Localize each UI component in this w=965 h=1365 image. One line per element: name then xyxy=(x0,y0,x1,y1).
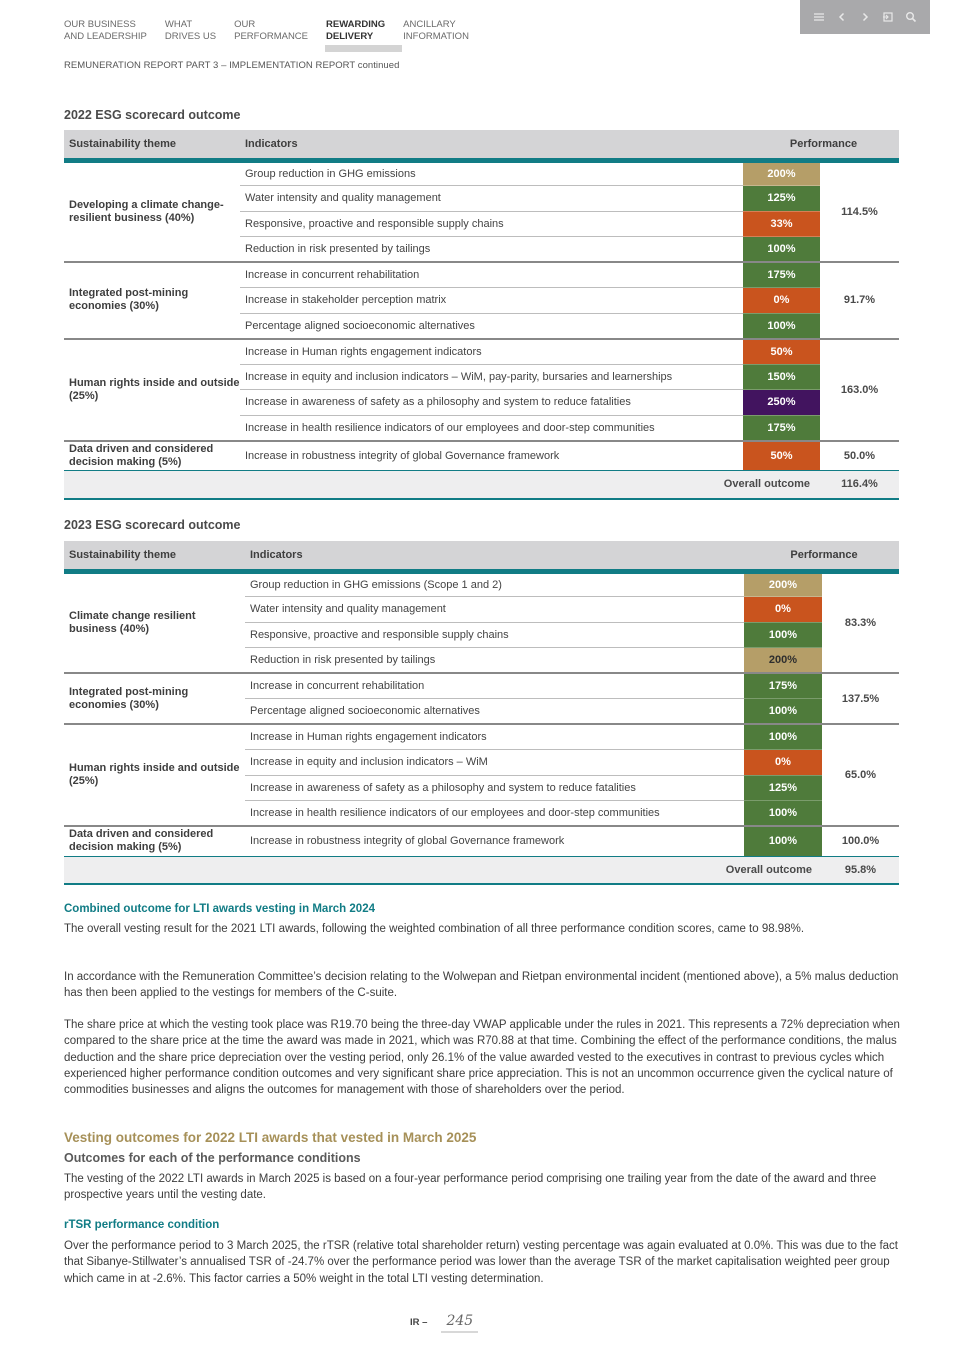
table-row xyxy=(64,441,899,471)
theme-total: 163.0% xyxy=(820,339,899,441)
indicator-cell: Responsive, proactive and responsible supply chains xyxy=(240,211,743,237)
indicator-cell: Increase in equity and inclusion indicators – WiM xyxy=(245,750,744,776)
nav-rewarding-delivery[interactable] xyxy=(326,19,385,43)
table-row xyxy=(64,826,899,856)
header-theme: Sustainability theme xyxy=(64,130,240,160)
nav-label: PERFORMANCE xyxy=(234,31,309,42)
combined-paragraph-1: The overall vesting result for the 2021 LTI awards, following the weighted combination of all three performance condition scores, came to 98.98%. xyxy=(64,923,805,935)
nav-label: WHAT xyxy=(164,19,193,30)
nav-label: REWARDING xyxy=(326,19,386,30)
nav-what-drives-us[interactable] xyxy=(165,19,216,43)
previous-button[interactable] xyxy=(835,10,849,24)
score-cell: 200% xyxy=(744,648,822,674)
indicator-cell: Responsive, proactive and responsible supply chains xyxy=(245,622,744,648)
theme-cell: Climate change resilient business (40%) xyxy=(64,571,245,673)
nav-label: INFORMATION xyxy=(403,31,469,42)
score-cell: 250% xyxy=(743,390,820,416)
table-row xyxy=(64,339,899,365)
indicator-cell: Increase in Human rights engagement indicators xyxy=(240,339,743,365)
score-cell: 100% xyxy=(743,237,820,263)
score-cell: 175% xyxy=(743,262,820,288)
rtsr-heading: rTSR performance condition xyxy=(64,1219,220,1231)
combined-outcome-heading: Combined outcome for LTI awards vesting in March 2024 xyxy=(64,903,375,915)
indicator-cell: Increase in concurrent rehabilitation xyxy=(240,262,743,288)
table-row xyxy=(64,160,899,186)
table-row xyxy=(64,262,899,288)
page-number: 245 xyxy=(441,1313,478,1333)
menu-icon xyxy=(813,11,825,23)
score-cell: 125% xyxy=(743,186,820,212)
nav-label: DELIVERY xyxy=(326,31,374,42)
indicator-cell: Increase in awareness of safety as a philosophy and system to reduce fatalities xyxy=(245,775,744,801)
report-subtitle xyxy=(64,60,399,71)
header-indicators: Indicators xyxy=(240,130,743,160)
nav-label: OUR BUSINESS xyxy=(64,19,136,30)
score-cell: 175% xyxy=(743,415,820,441)
score-cell: 33% xyxy=(743,211,820,237)
theme-total: 137.5% xyxy=(822,673,899,724)
score-cell: 100% xyxy=(744,724,822,750)
indicator-cell: Increase in health resilience indicators of our employees and door-step communities xyxy=(240,415,743,441)
indicator-cell: Increase in Human rights engagement indicators xyxy=(245,724,744,750)
section-nav xyxy=(64,19,487,43)
esg-scorecard-2022 xyxy=(64,130,899,500)
theme-total: 114.5% xyxy=(820,160,899,262)
indicator-cell: Reduction in risk presented by tailings xyxy=(245,648,744,674)
indicator-cell: Water intensity and quality management xyxy=(240,186,743,212)
overall-label: Overall outcome xyxy=(64,471,820,499)
score-cell: 200% xyxy=(744,571,822,597)
nav-label: AND LEADERSHIP xyxy=(64,31,147,42)
score-cell: 100% xyxy=(744,699,822,725)
combined-paragraph-3: The share price at which the vesting took place was R19.70 being the three-day VWAP applicable under the rules in 2021. This represents a 72% depreciation when compared to the share price at the time the award was made in 2021, which was R70.88 at that time. Combining the effect of the performance conditions, the malus deduction and the share price depreciation over the vesting period, only 26.1% of the value awarded vested to the executives in contrast to previous cycles which experienced higher performance condition outcomes and very significant share price appreciation. This is not an uncommon occurrence given the cyclical nature of commodities businesses and aligns the outcomes for management with those of shareholders over the period. xyxy=(64,1019,900,1097)
score-cell: 100% xyxy=(744,801,822,827)
table-row xyxy=(64,673,899,699)
search-icon xyxy=(905,11,917,23)
esg-scorecard-2023 xyxy=(64,541,899,885)
return-icon xyxy=(882,11,894,23)
score-cell: 150% xyxy=(743,364,820,390)
score-cell: 200% xyxy=(743,160,820,186)
indicator-cell: Increase in robustness integrity of global Governance framework xyxy=(245,449,560,462)
table-2023-title: 2023 ESG scorecard outcome xyxy=(64,518,241,532)
indicator-cell: Increase in health resilience indicators of our employees and door-step communities xyxy=(245,801,744,827)
header-theme: Sustainability theme xyxy=(64,541,245,571)
nav-label: ANCILLARY xyxy=(403,19,456,30)
header-performance: Performance xyxy=(744,541,899,571)
score-cell: 100% xyxy=(743,313,820,339)
header-indicators: Indicators xyxy=(245,541,744,571)
overall-value: 95.8% xyxy=(822,856,899,884)
nav-our-performance[interactable] xyxy=(234,19,308,43)
theme-total: 100.0% xyxy=(841,835,880,848)
nav-label: OUR xyxy=(234,19,256,30)
indicator-cell: Increase in equity and inclusion indicators – WiM, pay-parity, bursaries and learnerships xyxy=(240,364,743,390)
document-toolbar xyxy=(800,0,930,34)
page-footer xyxy=(410,1313,478,1333)
theme-total: 91.7% xyxy=(820,262,899,339)
score-cell: 50% xyxy=(743,339,820,365)
subtitle-continued: continued xyxy=(355,60,400,71)
theme-cell: Integrated post-mining economies (30%) xyxy=(64,673,245,724)
overall-value: 116.4% xyxy=(820,471,899,499)
theme-cell: Data driven and considered decision making (5%) xyxy=(69,442,214,468)
indicator-cell: Reduction in risk presented by tailings xyxy=(240,237,743,263)
indicator-cell: Increase in robustness integrity of global Governance framework xyxy=(250,835,565,848)
score-cell: 125% xyxy=(744,775,822,801)
indicator-cell: Increase in stakeholder perception matrix xyxy=(240,288,743,314)
return-button[interactable] xyxy=(881,10,895,24)
score-cell: 100% xyxy=(744,622,822,648)
overall-row xyxy=(64,856,899,884)
footer-label: IR – xyxy=(410,1317,428,1328)
performance-conditions-subheading: Outcomes for each of the performance conditions xyxy=(64,1151,361,1165)
table-row xyxy=(64,724,899,750)
nav-ancillary-information[interactable] xyxy=(403,19,469,43)
vesting-2022-paragraph: The vesting of the 2022 LTI awards in March 2025 is based on a four-year performance period comprising one trailing year from the date of the award and three prospective years until the vesting date. xyxy=(64,1173,877,1202)
overall-row xyxy=(64,471,899,499)
nav-label: DRIVES US xyxy=(164,31,217,42)
theme-total: 65.0% xyxy=(822,724,899,826)
next-icon xyxy=(859,11,871,23)
menu-button[interactable] xyxy=(812,10,826,24)
table-2022-title: 2022 ESG scorecard outcome xyxy=(64,108,241,122)
combined-paragraph-2: In accordance with the Remuneration Committee’s decision relating to the Wolwepan and Rietpan environmental incident (mentioned above), a 5% malus deduction has then been applied to the vestings for members of the C-suite. xyxy=(64,971,899,1000)
theme-cell: Data driven and considered decision making (5%) xyxy=(69,828,214,854)
header-performance: Performance xyxy=(743,130,899,160)
score-cell: 0% xyxy=(744,597,822,623)
subtitle-main: REMUNERATION REPORT PART 3 – IMPLEMENTATION REPORT xyxy=(64,60,356,71)
next-button[interactable] xyxy=(858,10,872,24)
theme-cell: Human rights inside and outside (25%) xyxy=(64,724,245,826)
overall-label: Overall outcome xyxy=(64,856,822,884)
table-row xyxy=(64,571,899,597)
score-cell: 0% xyxy=(743,288,820,314)
indicator-cell: Increase in awareness of safety as a philosophy and system to reduce fatalities xyxy=(240,390,743,416)
theme-total: 50.0% xyxy=(843,449,876,462)
indicator-cell: Water intensity and quality management xyxy=(245,597,744,623)
indicator-cell: Group reduction in GHG emissions (Scope 1 and 2) xyxy=(245,571,744,597)
indicator-cell: Percentage aligned socioeconomic alternatives xyxy=(245,699,744,725)
search-button[interactable] xyxy=(904,10,918,24)
nav-our-business[interactable] xyxy=(64,19,147,43)
indicator-cell: Increase in concurrent rehabilitation xyxy=(245,673,744,699)
score-cell: 50% xyxy=(743,441,820,471)
indicator-cell: Percentage aligned socioeconomic alternatives xyxy=(240,313,743,339)
rtsr-paragraph: Over the performance period to 3 March 2025, the rTSR (relative total shareholder return) vesting percentage was again evaluated at 0.0%. This was due to the fact that Sibanye-Stillwater’s annualised TSR of -24.7% over the performance period was lower than the average TSR of the market capitalisation weighted peer group which came in at -2.6%. This factor carries a 50% weight in the total LTI vesting determination. xyxy=(64,1240,898,1285)
vesting-2022-heading: Vesting outcomes for 2022 LTI awards that vested in March 2025 xyxy=(64,1130,477,1145)
score-cell: 175% xyxy=(744,673,822,699)
theme-cell: Developing a climate change-resilient business (40%) xyxy=(64,160,240,262)
previous-icon xyxy=(836,11,848,23)
theme-cell: Human rights inside and outside (25%) xyxy=(64,339,240,441)
score-cell: 0% xyxy=(744,750,822,776)
theme-cell: Integrated post-mining economies (30%) xyxy=(64,262,240,339)
score-cell: 100% xyxy=(744,826,822,856)
theme-total: 83.3% xyxy=(822,571,899,673)
indicator-cell: Group reduction in GHG emissions xyxy=(240,160,743,186)
